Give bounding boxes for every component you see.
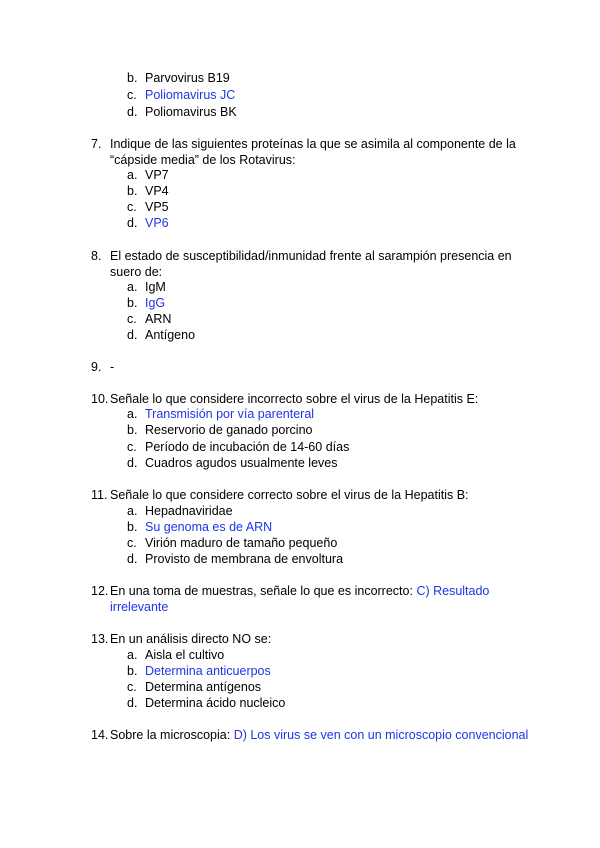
- option-text: Hepadnaviridae: [145, 504, 233, 518]
- option-letter: b.: [127, 520, 138, 534]
- question-number: 9.: [91, 360, 102, 374]
- question-number: 10.: [91, 392, 109, 406]
- question-stem: Indique de las siguientes proteínas la que se asimila al componente de la: [110, 137, 516, 151]
- option-letter: c.: [127, 680, 137, 694]
- option-letter: b.: [127, 184, 138, 198]
- question-stem: “cápside media” de los Rotavirus:: [110, 153, 296, 167]
- option-letter: d.: [127, 105, 138, 119]
- question-number: 8.: [91, 249, 102, 263]
- option-text: ARN: [145, 312, 172, 326]
- option-letter: d.: [127, 216, 138, 230]
- question-stem: El estado de susceptibilidad/inmunidad frente al sarampión presencia en: [110, 249, 512, 263]
- option-text-answer: Su genoma es de ARN: [145, 520, 273, 534]
- option-text: Reservorio de ganado porcino: [145, 423, 313, 437]
- option-letter: b.: [127, 423, 138, 437]
- question-stem: En un análisis directo NO se:: [110, 632, 272, 646]
- option-letter: a.: [127, 280, 138, 294]
- question-stem-text: En una toma de muestras, señale lo que es incorrecto:: [110, 584, 413, 598]
- option-letter: b.: [127, 296, 138, 310]
- option-letter: a.: [127, 168, 138, 182]
- question-number: 12.: [91, 584, 109, 598]
- answer-inline: D) Los virus se ven con un microscopio convencional: [233, 728, 529, 742]
- question-stem: Señale lo que considere correcto sobre el virus de la Hepatitis B:: [110, 488, 469, 502]
- option-text: Antígeno: [145, 328, 196, 342]
- question-stem-text: Sobre la microscopia:: [110, 728, 231, 742]
- answer-inline: C) Resultado: [416, 584, 490, 598]
- option-letter: c.: [127, 200, 137, 214]
- question-stem: -: [110, 360, 115, 374]
- question-number: 11.: [91, 488, 108, 502]
- option-letter: c.: [127, 536, 137, 550]
- option-text: Período de incubación de 14-60 días: [145, 440, 350, 454]
- option-letter: d.: [127, 456, 138, 470]
- option-letter: c.: [127, 440, 137, 454]
- option-letter: d.: [127, 696, 138, 710]
- option-text: Cuadros agudos usualmente leves: [145, 456, 338, 470]
- option-text: VP5: [145, 200, 169, 214]
- option-text-answer: VP6: [145, 216, 169, 230]
- option-text: IgM: [145, 280, 166, 294]
- question-number: 7.: [91, 137, 102, 151]
- option-text-answer: Determina anticuerpos: [145, 664, 271, 678]
- option-text: Aisla el cultivo: [145, 648, 225, 662]
- option-letter: b.: [127, 71, 138, 85]
- question-stem: [110, 727, 528, 743]
- option-letter: a.: [127, 407, 138, 421]
- question-number: 13.: [91, 632, 109, 646]
- option-text: Determina ácido nucleico: [145, 696, 286, 710]
- option-text: VP4: [145, 184, 169, 198]
- question-number: 14.: [91, 728, 109, 742]
- option-text-answer: Poliomavirus JC: [145, 88, 236, 102]
- option-letter: b.: [127, 664, 138, 678]
- option-text-answer: IgG: [145, 296, 166, 310]
- option-text: Provisto de membrana de envoltura: [145, 552, 344, 566]
- option-text: Poliomavirus BK: [145, 105, 237, 119]
- option-text: Determina antígenos: [145, 680, 262, 694]
- option-text: Virión maduro de tamaño pequeño: [145, 536, 338, 550]
- answer-inline-continued: irrelevante: [110, 600, 169, 614]
- option-text: VP7: [145, 168, 169, 182]
- option-letter: d.: [127, 328, 138, 342]
- question-stem: [110, 583, 489, 599]
- option-letter: d.: [127, 552, 138, 566]
- option-text-answer: Transmisión por vía parenteral: [145, 407, 315, 421]
- option-letter: c.: [127, 88, 137, 102]
- question-stem: Señale lo que considere incorrecto sobre el virus de la Hepatitis E:: [110, 392, 479, 406]
- option-letter: a.: [127, 504, 138, 518]
- option-text: Parvovirus B19: [145, 71, 230, 85]
- option-letter: a.: [127, 648, 138, 662]
- question-stem: suero de:: [110, 265, 163, 279]
- option-letter: c.: [127, 312, 137, 326]
